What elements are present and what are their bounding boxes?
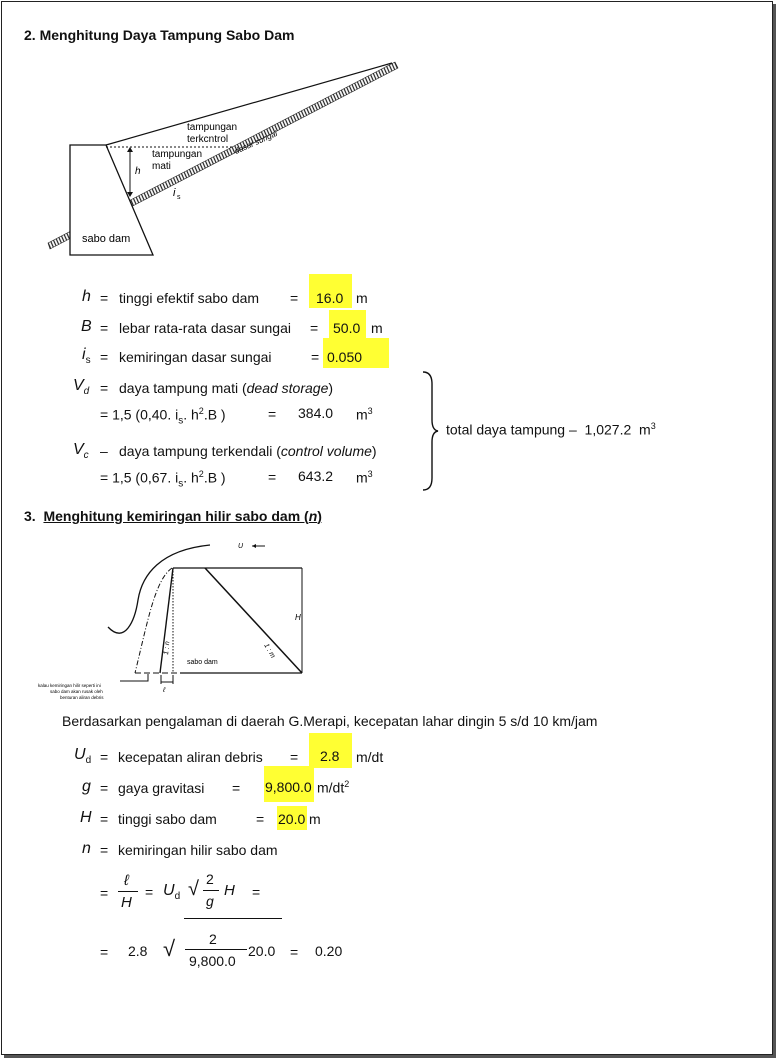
title-text: Menghitung kemiringan hilir sabo dam ( <box>43 508 309 524</box>
label-dead: tampungan <box>152 149 203 160</box>
total-label: total daya tampung – <box>446 421 577 438</box>
total-value: 1,027.2 <box>584 421 632 438</box>
formula-text: . h <box>183 469 199 486</box>
symbol-i: i <box>82 346 86 363</box>
symbol-Ud <box>74 746 91 766</box>
desc-H: tinggi sabo dam <box>118 811 217 827</box>
calc-ud: 2.8 <box>128 943 148 959</box>
desc-italic: control volume <box>280 443 372 459</box>
frac-den-g: g <box>206 893 214 909</box>
equals: = <box>100 944 109 960</box>
equals: = <box>268 469 277 485</box>
formula-text: = 1,5 (0,40. i <box>100 406 179 423</box>
label-H: H <box>295 613 301 622</box>
unit-g: $m/dt^2$ <box>317 779 350 796</box>
symbol-B: B <box>81 318 92 335</box>
desc-end: ) <box>371 443 377 459</box>
symbol-is <box>82 346 91 366</box>
unit-H: m <box>309 811 321 827</box>
formula-text: . h <box>183 406 199 423</box>
label-h: h <box>135 166 141 177</box>
symbol-H: H <box>80 809 92 826</box>
unit: m <box>356 469 368 486</box>
curly-brace <box>420 370 440 492</box>
formula-text: = 1,5 (0,67. i <box>100 469 179 486</box>
calc-den: 9,800.0 <box>189 953 236 969</box>
unit-Vd: $m^3$ <box>356 406 373 423</box>
ud-symbol <box>163 882 180 902</box>
unit-Ud: m/dt <box>356 749 384 765</box>
section-title-text <box>43 508 321 524</box>
desc-h: tinggi efektif sabo dam <box>119 290 260 306</box>
symbol-Vd <box>73 377 89 397</box>
label-is: i <box>173 187 176 199</box>
value-Ud: 2.8 <box>320 748 340 764</box>
desc-Vc <box>119 443 377 459</box>
value-h: 16.0 <box>316 290 344 306</box>
label-dam: sabo dam <box>82 233 131 245</box>
equals: = <box>252 884 261 900</box>
symbol-n: n <box>82 840 91 857</box>
desc-end: ) <box>328 380 334 396</box>
unit: m <box>356 406 368 423</box>
symbol-h: h <box>82 288 91 305</box>
equals: = <box>310 320 319 336</box>
formula-Vd: = 1,5 (0,40. $i_s$. $h^2.B$ ) <box>100 406 226 427</box>
equals: = <box>100 811 109 827</box>
label-1m: 1 : m <box>262 642 277 660</box>
subscript: c <box>83 450 89 462</box>
subscript: d <box>83 386 90 398</box>
equals: = <box>100 842 109 858</box>
note-1: kalau kemiringan hilir seperti ini <box>38 683 101 688</box>
frac-den-H: H <box>121 894 132 911</box>
note-2: sabo dam akan rusak oleh <box>50 689 103 694</box>
symbol-V: V <box>73 377 84 394</box>
title-var: n <box>308 508 318 524</box>
note-3: benturan aliran debris <box>60 695 104 700</box>
sqrt-symbol: √ <box>163 936 176 961</box>
formula-text: .B ) <box>203 406 226 423</box>
title-end: ) <box>317 508 322 524</box>
desc-Ud: kecepatan aliran debris <box>118 749 263 765</box>
equals: = <box>100 380 109 396</box>
equals: = <box>145 884 154 900</box>
value-Vc: 643.2 <box>298 468 334 484</box>
subscript: d <box>85 755 92 767</box>
desc-text: daya tampung mati ( <box>119 380 247 396</box>
equals: = <box>100 290 109 306</box>
calc-H: 20.0 <box>248 943 276 959</box>
label-dead-2: mati <box>152 161 171 172</box>
desc-italic: dead storage <box>246 380 329 396</box>
overline <box>184 918 282 919</box>
calc-result: 0.20 <box>315 943 343 959</box>
subscript: d <box>174 891 181 903</box>
equals: = <box>100 349 109 365</box>
desc-is: kemiringan dasar sungai <box>119 349 272 365</box>
section-3-title <box>24 508 322 524</box>
value-Vd: 384.0 <box>298 405 334 421</box>
section-number: 3. <box>24 508 36 524</box>
equals: = <box>100 780 109 796</box>
equals: = <box>256 811 265 827</box>
sabo-dam-storage-diagram <box>40 50 410 270</box>
subscript: s <box>85 355 91 367</box>
equals: = <box>232 780 241 796</box>
equals: = <box>268 406 277 422</box>
unit-h: m <box>356 290 368 306</box>
equals: = <box>311 349 320 365</box>
symbol-U: U <box>163 882 175 899</box>
unit: m/dt <box>317 779 345 796</box>
sqrt-symbol: √ <box>188 878 199 900</box>
symbol-U: U <box>74 746 86 763</box>
symbol-H: H <box>224 882 235 899</box>
label-riverbed: dasar sungai <box>233 128 279 156</box>
label-controlled-2: terkcntrol <box>187 134 229 145</box>
unit-B: m <box>371 320 383 336</box>
label-l: ℓ <box>163 687 166 694</box>
symbol-Vc <box>73 441 89 461</box>
desc-Vd <box>119 380 333 396</box>
label-ud: U <box>238 543 244 550</box>
equals: = <box>290 749 299 765</box>
value-is: 0.050 <box>327 349 363 365</box>
fraction-bar <box>185 949 247 950</box>
fraction-bar <box>118 891 138 892</box>
desc-B: lebar rata-rata dasar sungai <box>119 320 291 336</box>
value-H: 20.0 <box>278 811 306 827</box>
equals: = <box>100 320 109 336</box>
symbol-g: g <box>82 778 91 795</box>
downstream-slope-diagram <box>30 540 301 705</box>
label-controlled: tampungan <box>187 122 238 133</box>
total-unit: m <box>639 421 651 438</box>
calc-num: 2 <box>209 931 217 947</box>
symbol-V: V <box>73 441 84 458</box>
equals: = <box>100 885 109 901</box>
equals: – <box>100 443 108 459</box>
frac-num-2: 2 <box>206 871 214 887</box>
section-2-title: 2. Menghitung Daya Tampung Sabo Dam <box>24 27 295 43</box>
formula-Vc: = 1,5 (0,67. $i_s$. $h^2.B$ ) <box>100 469 226 490</box>
label-is-sub: s <box>177 194 181 201</box>
intro-text: Berdasarkan pengalaman di daerah G.Merapi, kecepatan lahar dingin 5 s/d 10 km/jam <box>62 713 598 729</box>
total-storage: total daya tampung – 1,027.2 $m^3$ <box>446 421 656 438</box>
equals: = <box>290 290 299 306</box>
desc-text: daya tampung terkendali ( <box>119 443 281 459</box>
desc-n: kemiringan hilir sabo dam <box>118 842 278 858</box>
label-1n: 1 : n <box>163 640 172 656</box>
equals: = <box>290 944 299 960</box>
fraction-bar <box>203 890 219 891</box>
formula-text: .B ) <box>203 469 226 486</box>
equals: = <box>100 749 109 765</box>
desc-g: gaya gravitasi <box>118 780 205 796</box>
frac-num-l: ℓ <box>124 872 129 889</box>
value-g: 9,800.0 <box>265 779 312 795</box>
unit-Vc: $m^3$ <box>356 469 373 486</box>
label-dam: sabo dam <box>187 659 218 666</box>
value-B: 50.0 <box>333 320 361 336</box>
